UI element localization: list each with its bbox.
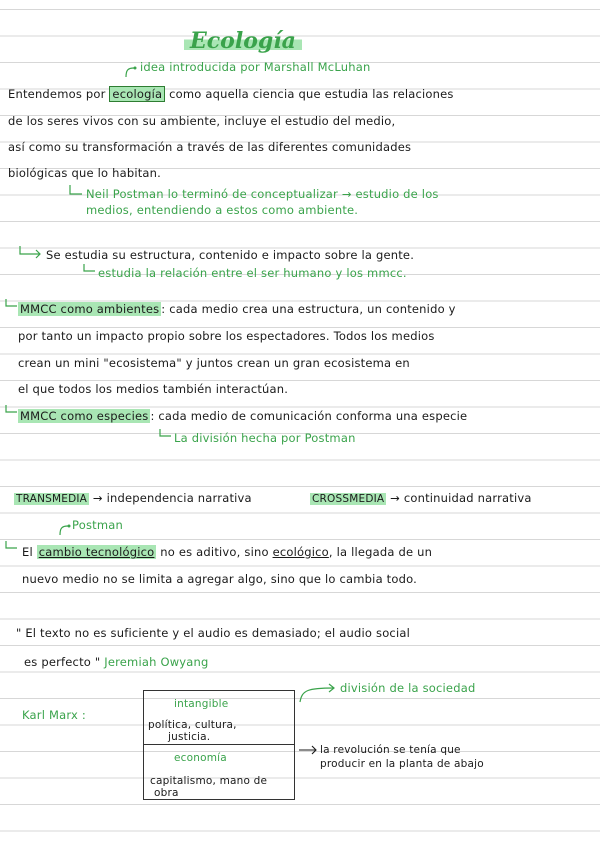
quote-text: es perfecto ": [24, 655, 101, 669]
mmcc-ambientes-line-3: crean un mini "ecosistema" y juntos crean un gran ecosistema en: [18, 356, 410, 370]
curved-arrow-icon: [298, 680, 338, 704]
cambio-note: Postman: [72, 518, 123, 532]
page-title: Ecología: [184, 28, 302, 54]
intro-text: como aquella ciencia que estudia las relaciones: [169, 87, 454, 101]
mmcc-ambientes-line-1: [18, 302, 456, 316]
mmcc-especies-line: [18, 409, 467, 423]
intro-line-2: de los seres vivos con su ambiente, incluye el estudio del medio,: [8, 114, 396, 128]
highlight-transmedia: TRANSMEDIA: [16, 493, 88, 505]
quote-line-1: " El texto no es suficiente y el audio es demasiado; el audio social: [16, 626, 410, 640]
arrow-icon: [4, 404, 18, 416]
revolution-line-2: producir en la planta de abajo: [320, 758, 484, 770]
arrow-icon: [82, 263, 96, 275]
arrow-icon: [158, 428, 172, 440]
society-note: división de la sociedad: [340, 681, 476, 695]
cambio-line-1: [22, 545, 432, 559]
arrow-icon: [68, 184, 84, 198]
revolution-line-1: la revolución se tenía que: [320, 744, 461, 756]
mmcc-ambientes-line-4: el que todos los medios también interactúan.: [18, 382, 289, 396]
intangible-items: política, cultura,: [148, 719, 237, 731]
mmcc-ambientes-text: : cada medio crea una estructura, un contenido y: [161, 302, 456, 316]
highlight-cambio-tecnologico: cambio tecnológico: [38, 545, 155, 559]
arrow-icon: [4, 298, 18, 310]
transmedia-line: [14, 491, 252, 505]
quote-author: Jeremiah Owyang: [104, 655, 209, 669]
mmcc-ambientes-line-2: por tanto un impacto propio sobre los espectadores. Todos los medios: [18, 329, 435, 343]
subtitle-note: idea introducida por Marshall McLuhan: [140, 60, 371, 74]
postman-note-line-2: medios, entendiendo a estos como ambiente.: [86, 203, 359, 217]
intro-line-3: así como su transformación a través de las diferentes comunidades: [8, 140, 412, 154]
ecologico-word: ecológico: [272, 545, 329, 559]
transmedia-text: → independencia narrativa: [92, 491, 252, 505]
postman-note-line-1: Neil Postman lo terminó de conceptualizar → estudio de los: [86, 187, 439, 201]
estudia-line-2: estudia la relación entre el ser humano y los mmcc.: [98, 266, 407, 280]
curved-arrow-icon: [122, 62, 138, 78]
crossmedia-line: [310, 491, 532, 505]
highlight-mmcc-ambientes: MMCC como ambientes: [20, 302, 160, 316]
box-divider: [144, 744, 294, 745]
highlight-crossmedia: CROSSMEDIA: [312, 493, 385, 505]
highlight-mmcc-especies: MMCC como especies: [20, 409, 149, 423]
quote-line-2: [24, 655, 209, 669]
arrow-icon: [18, 245, 44, 259]
mmcc-especies-text: : cada medio de comunicación conforma una especie: [150, 409, 468, 423]
mmcc-especies-note: La división hecha por Postman: [174, 431, 356, 445]
arrow-icon: [298, 745, 320, 755]
economia-label: economía: [174, 752, 227, 764]
economia-items: capitalismo, mano de: [150, 775, 268, 787]
cambio-text: no es aditivo, sino: [160, 545, 269, 559]
economia-items-2: obra: [154, 787, 179, 799]
cambio-text: , la llegada de un: [328, 545, 433, 559]
cambio-line-2: nuevo medio no se limita a agregar algo, sino que lo cambia todo.: [22, 572, 418, 586]
intro-line-4: biológicas que lo habitan.: [8, 166, 162, 180]
intangible-items-2: justicia.: [168, 731, 211, 743]
cambio-text: El: [22, 545, 33, 559]
curved-arrow-icon: [56, 520, 72, 536]
highlight-ecologia: ecología: [109, 86, 165, 102]
marx-name: Karl Marx :: [22, 708, 86, 722]
estudia-line-1: Se estudia su estructura, contenido e impacto sobre la gente.: [46, 248, 415, 262]
intro-line-1: [8, 87, 454, 101]
intro-text: Entendemos por: [8, 87, 106, 101]
arrow-icon: [4, 540, 18, 552]
intangible-label: intangible: [174, 698, 229, 710]
crossmedia-text: → continuidad narrativa: [390, 491, 532, 505]
